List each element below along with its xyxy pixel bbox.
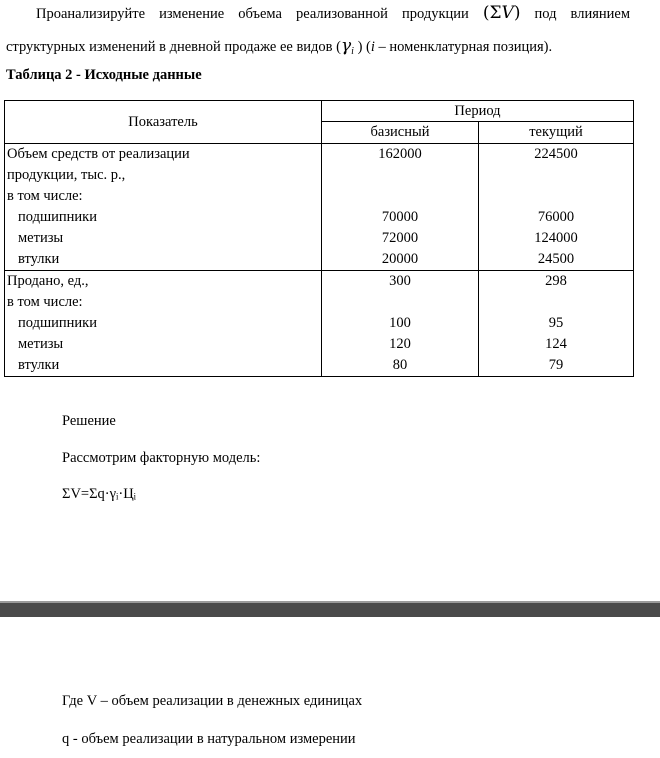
sold-labels: Продано, ед., в том числе: подшипники метизы втулки [5,271,322,377]
solution-heading: Решение [62,413,116,429]
table-title: Таблица 2 - Исходные данные [6,67,202,83]
revenue-current-values: 224500 76000 124000 24500 [479,144,634,271]
intro-paragraph [6,3,630,24]
sum-v-symbol: (ΣV) [482,3,521,23]
table-row-sold [5,271,634,377]
model-intro-text: Рассмотрим факторную модель: [62,450,261,466]
gamma-symbol: γ [341,36,352,56]
header-current: текущий [479,122,634,144]
factor-formula: ΣV=Σq·γᵢ·Цᵢ [62,486,137,502]
intro-paragraph-line2: структурных изменений в дневной продаже ее видов ($\gamma_i$ ) (i – номенклатурная позиция). [6,36,553,57]
sold-current-values: 298 95 124 79 [479,271,634,377]
intro-text-2: под влиянием [534,6,630,22]
page-divider [0,603,660,617]
header-base: базисный [322,122,479,144]
sold-base-values: 300 100 120 80 [322,271,479,377]
table-row-revenue [5,144,634,271]
header-period: Период [322,101,634,122]
definition-q: q - объем реализации в натуральном измерении [62,731,356,747]
revenue-labels: Объем средств от реализации продукции, тыс. р., в том числе: подшипники метизы втулки [5,144,322,271]
intro-text-1: Проанализируйте изменение объема реализованной продукции [36,6,469,22]
header-indicator: Показатель [5,101,322,144]
revenue-base-values: 162000 70000 72000 20000 [322,144,479,271]
definition-v: Где V – объем реализации в денежных единицах [62,693,363,709]
source-data-table [4,100,634,377]
